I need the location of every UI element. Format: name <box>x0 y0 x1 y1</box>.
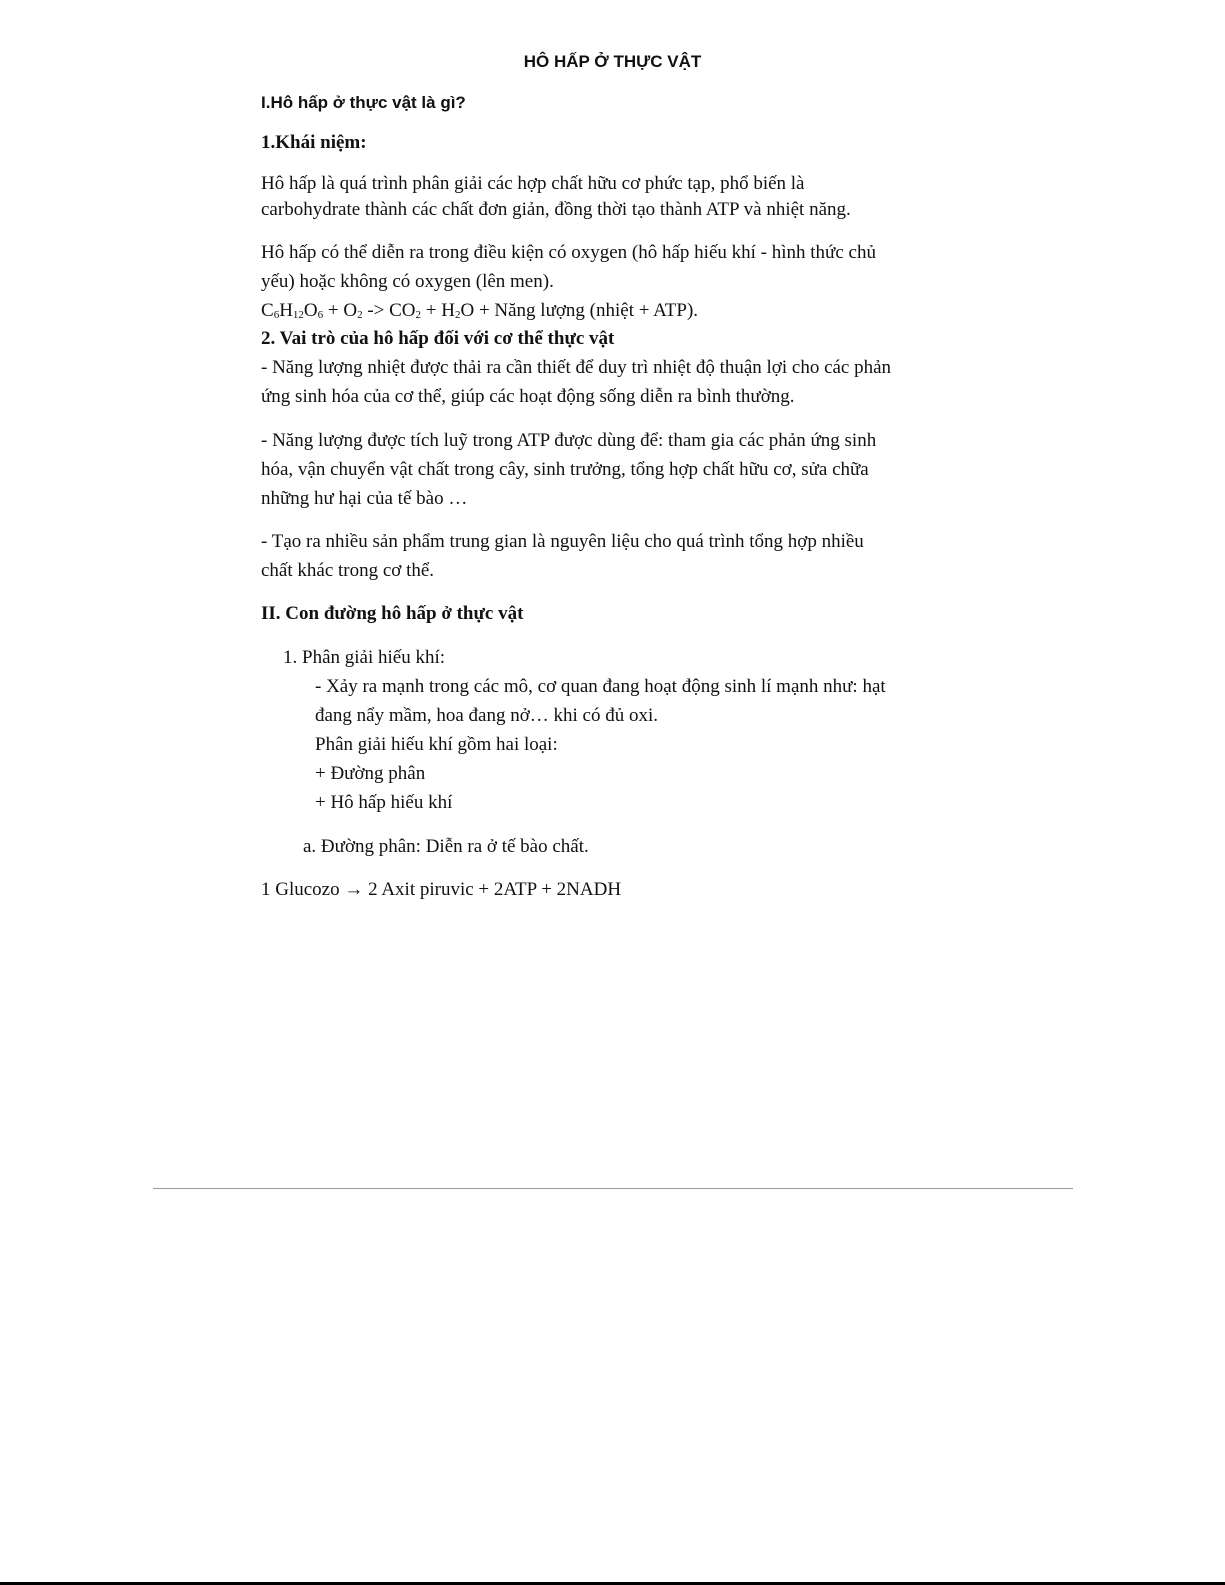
paragraph-line: - Tạo ra nhiều sản phẩm trung gian là nguyên liệu cho quá trình tổng hợp nhiều <box>261 531 864 552</box>
page-divider <box>153 1188 1073 1189</box>
paragraph-line: chất khác trong cơ thể. <box>261 560 435 581</box>
paragraph-line: - Năng lượng được tích luỹ trong ATP được dùng để: tham gia các phản ứng sinh <box>261 430 877 451</box>
subsection-heading-concept: 1.Khái niệm: <box>261 132 367 153</box>
paragraph-line: Hô hấp là quá trình phân giải các hợp chất hữu cơ phức tạp, phổ biến là <box>261 173 805 194</box>
paragraph-line: carbohydrate thành các chất đơn giản, đồng thời tạo thành ATP và nhiệt năng. <box>261 199 851 220</box>
list-item-line: + Đường phân <box>315 763 426 784</box>
section-heading-2: II. Con đường hô hấp ở thực vật <box>261 603 524 624</box>
paragraph-line: những hư hại của tế bào … <box>261 488 468 509</box>
respiration-equation: $C_6H_{12}O_6 + O_2 -> CO_2 + H_2O$ + Năng lượng (nhiệt + ATP). <box>261 300 699 321</box>
subitem-glycolysis: a. Đường phân: Diễn ra ở tế bào chất. <box>303 836 589 857</box>
paragraph-line: hóa, vận chuyển vật chất trong cây, sinh trưởng, tổng hợp chất hữu cơ, sửa chữa <box>261 459 869 480</box>
list-item-line: Phân giải hiếu khí gồm hai loại: <box>315 734 558 755</box>
list-item-line: đang nẩy mầm, hoa đang nở… khi có đủ oxi. <box>315 705 659 726</box>
page-title: HÔ HẤP Ở THỰC VẬT <box>523 52 702 71</box>
paragraph-line: ứng sinh hóa của cơ thể, giúp các hoạt động sống diễn ra bình thường. <box>261 386 795 407</box>
list-item-aerobic: 1. Phân giải hiếu khí: <box>283 647 446 668</box>
subsection-heading-role: 2. Vai trò của hô hấp đối với cơ thể thực vật <box>261 328 615 349</box>
list-item-line: + Hô hấp hiếu khí <box>315 792 453 813</box>
section-heading-1: I.Hô hấp ở thực vật là gì? <box>261 93 466 112</box>
glycolysis-equation: 1 Glucozo → 2 Axit piruvic + 2ATP + 2NADH <box>261 879 622 900</box>
paragraph-line: yếu) hoặc không có oxygen (lên men). <box>261 271 554 292</box>
paragraph-line: - Năng lượng nhiệt được thải ra cần thiết để duy trì nhiệt độ thuận lợi cho các phản <box>261 357 892 378</box>
list-item-line: - Xảy ra mạnh trong các mô, cơ quan đang hoạt động sinh lí mạnh như: hạt <box>315 676 886 697</box>
paragraph-line: Hô hấp có thể diễn ra trong điều kiện có oxygen (hô hấp hiếu khí - hình thức chủ <box>261 242 876 263</box>
